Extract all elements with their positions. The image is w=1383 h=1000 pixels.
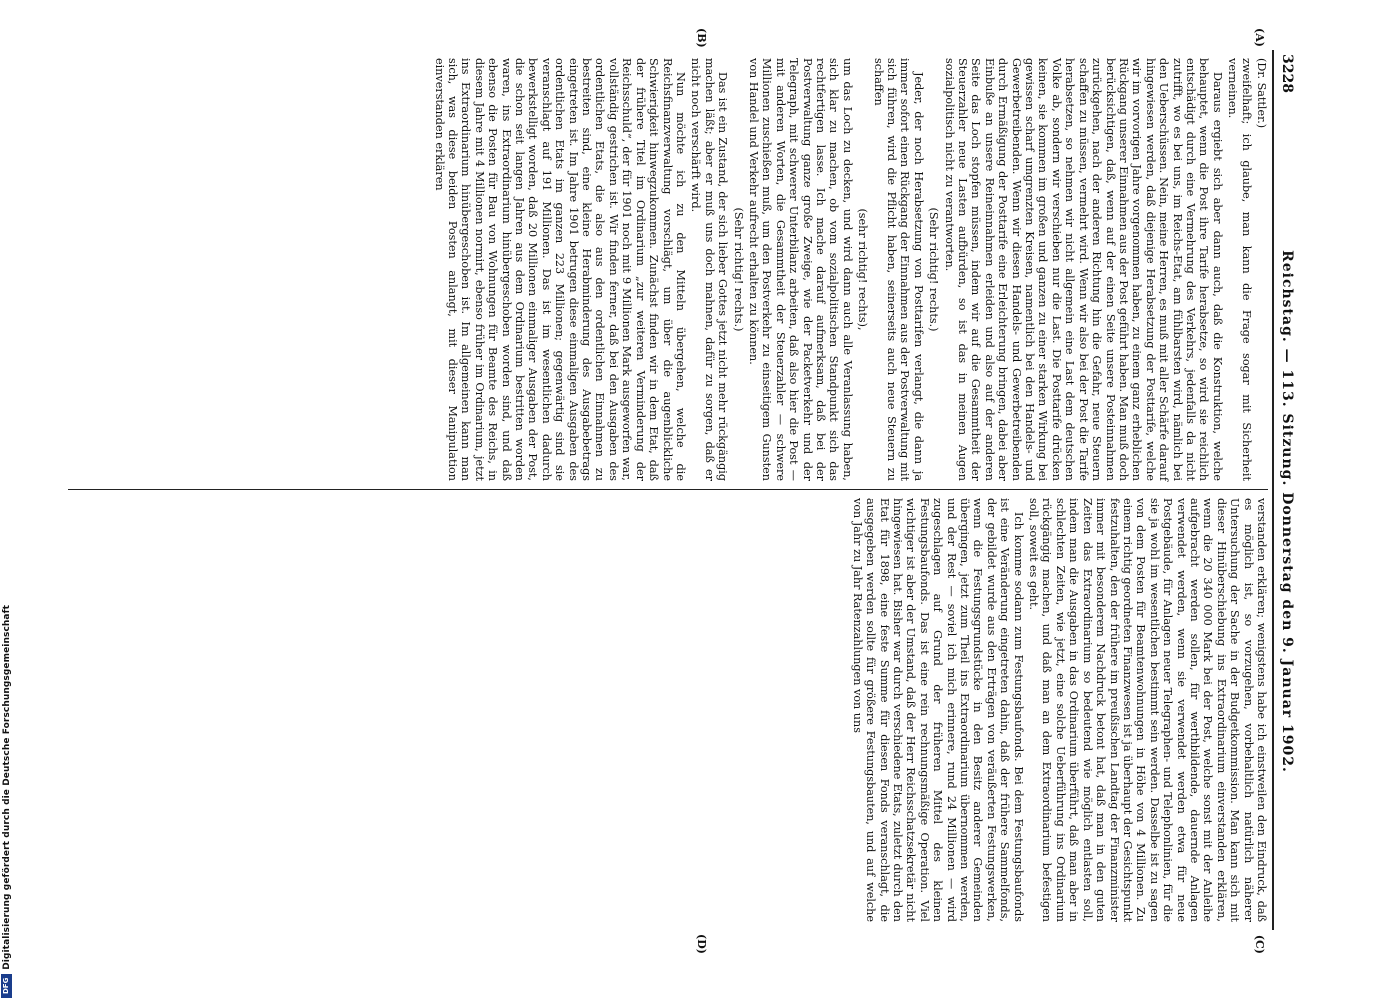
scanned-page [60, 28, 1300, 954]
margin-marker-b: (B) [695, 28, 708, 48]
attribution-text: Digitalisierung gefördert durch die Deutsche Forschungsgemeinschaft [2, 605, 12, 970]
page-number: 3228 [1279, 54, 1295, 93]
paragraph: Das ist ein Zustand, der sich lieber Gottes jetzt nicht mehr rückgängig machen läßt; aber er muß uns doch mahnen, dafür zu sorgen, daß er nicht noch verschärft wird. [689, 58, 730, 481]
interjection: (Sehr richtig! rechts.) [731, 207, 745, 332]
text-columns [68, 28, 1268, 954]
speaker-label: (Dr. Sattler.) [1255, 58, 1268, 129]
paragraph: Jeder, der noch Herabsetzung von Posttarifen verlangt, die dann ja immer sofort einen Rückgang der Einnahmen aus der Postverwaltung mit sich führen, wird die Pflicht haben, seinerseits auch neue Steuern zu schaffen [871, 58, 925, 481]
attribution-strip [0, 0, 14, 1000]
paragraph: verstanden erklären; wenigstens habe ich einstweilen den Eindruck, daß es möglich ist, so vorzugehen, vorbehaltlich natürlich näherer Untersuchung der Sache in der Budgetkommission. Man kann sich mit dieser Hinüberschiebung ins Extraordinarium einverstanden erklären, wenn die 20 340 000 Mark bei der Post, welche sonst mit der Anleihe aufgebracht werden sollen, für werthbildende, dauernde Anlagen verwendet werden, wenn sie verwendet werden etwa für neue Postgebäude, für Anlagen neuer Telegraphen- und Telephonlinien, für die sie ja wohl im wesentlichen bestimmt sein werden. Dasselbe ist zu sagen von dem Posten für Beamtenwohnungen in Höhe von 4 Millionen. Zu einem richtig geordneten Finanzwesen ist ja überhaupt der Gesichtspunkt festzuhalten, den der frühere im preußischen Landtag der Finanzminister immer mit besonderem Nachdruck betont hat, daß man in den guten Zeiten das Extraordinarium so bedeutend wie möglich entlasten soll, indem man die Ausgaben in das Ordinarium überführt, daß man aber in schlechten Zeiten, wie jetzt, eine solche Ueberführung ins Ordinarium rückgängig machen, und daß man an dem Extraordinarium befestigen soll, soweit es geht. [1027, 498, 1268, 922]
paragraph: Ich komme sodann zum Festungsbaufonds. Bei dem Festungsbaufonds ist eine Veränderung eingetreten dahin, daß der frühere Sammelfonds, der gebildet wurde aus den Erträgen von veräußerten Festungswerken, wenn die Festungsgrundstücke in den Besitz anderer Gemeinden übergingen, jetzt zum Theil ins Extraordinarium übernommen werden, und der Rest — soviel ich mich erinnere, rund 24 Millionen — wird zugeschlagen auf Grund der früheren Mittel des kleinen Festungsbaufonds. Das ist eine rein rechnungsmäßige Operation. Viel wichtiger ist aber der Umstand, daß der Herr Reichsschatzsekretär nicht hingewiesen hat. Bisher war durch verschiedene Etats, zuletzt durch den Etat für 1898, eine feste Summe für diesen Fonds veranschlagt, die ausgegeben werden sollte für größere Festungsbauten, und auf welche von Jahr zu Jahr Ratenzahlungen von uns [850, 498, 1025, 922]
paragraph: zweifelhaft; ich glaube, man kann die Frage sogar mit Sicherheit verneinen. [1226, 58, 1253, 481]
paragraph: Daraus ergiebt sich aber dann auch, daß die Konstruktion, welche behauptet, wenn die Post ihre Tarife herabsetze, so wird sie reichlich entschädigt durch eine Vermehrung des Verkehrs, jedenfalls da nicht zutrifft, wo es bei uns, im Reichs-Etat, am fühlbarsten wird, nämlich bei den Ueberschüssen. Nein, meine Herren, es muß mit aller Schärfe darauf hingewiesen werden, daß diejenige Herabsetzung der Posttarife, welche wir im vorvorigen Jahre vorgenommen haben, zu einem ganz erheblichen Rückgang unserer Einnahmen aus der Post geführt haben. Man muß doch berücksichtigen, daß, wenn auf der einen Seite unsere Posteinnahmen zurückgehen, nach der anderen Richtung hin die Gefahr, neue Steuern schaffen zu müssen, vermehrt wird. Wenn wir also bei der Post die Tarife herabsetzen, so nehmen wir nicht allgemein eine Last dem deutschen Volke ab, sondern wir verschieben nur die Last. Die Posttarife drücken keinen, sie kommen im großen und ganzen zu einer starken Wirkung bei gewissen scharf umgrenzten Kreisen, namentlich bei den Handels- und Gewerbetreibenden. Wenn wir diesen Handels- und Gewerbetreibenden durch Ermäßigung der Posttarife eine Erleichterung bringen, dabei aber Einbuße an unsere Reineinnahmen erleiden und also auf der anderen Seite das Loch stopfen müssen, indem wir auf die Gesammtheit der Steuerzahler neue Lasten aufbürden, so ist das in meinen Augen sozialpolitisch nicht zu verantworten. [942, 58, 1224, 481]
interjection: (Sehr richtig! rechts.) [927, 207, 941, 332]
left-column [68, 28, 1268, 490]
dfg-logo: DFG [1, 974, 12, 998]
page-content [60, 28, 1300, 954]
margin-marker-d: (D) [695, 934, 708, 954]
page-title: Reichstag. — 113. Sitzung. Donnerstag den 9. Januar 1902. [1279, 250, 1295, 773]
right-column [68, 490, 1268, 954]
paragraph: Nun möchte ich zu den Mitteln übergehen, welche die Reichsfinanzverwaltung vorschlägt, um über die augenblickliche Schwierigkeit hinwegzukommen. Zunächst finden wir in dem Etat, daß der frühere Titel im Ordinarium „zur weiteren Verminderung der Reichsschuld“, der für 1901 noch mit 9 Millionen Mark ausgeworfen war, vollständig gestrichen ist. Wir finden ferner, daß bei den Ausgaben des ordentlichen Etats, die also aus den ordentlichen Einnahmen zu bestreiten sind, eine kleine Herabminderung des Ausgabebetrags eingetreten ist. Im Jahre 1901 betrugen diese einmaligen Ausgaben des ordentlichen Etats im ganzen 223 Millionen; gegenwärtig sind sie veranschlagt auf 191 Millionen. Das ist im wesentlichen dadurch bewerkstelligt worden, daß 20 Millionen einmaliger Ausgaben der Post, die schon seit langen Jahren aus dem Ordinarium bestritten worden waren, ins Extraordinarium hinübergeschoben worden sind, und daß ebenso die Posten für Bau von Wohnungen für Beamte des Reichs, in diesem Jahre mit 4 Millionen normirt, ebenso früher im Ordinarium, jetzt ins Extraordinarium hinübergeschoben ist. Im allgemeinen kann man sich, was diese beiden Posten anlangt, mit dieser Manipulation einverstanden erklären [432, 58, 687, 481]
margin-marker-c: (C) [1253, 934, 1266, 954]
interjection: (sehr richtig! rechts), [856, 208, 870, 331]
margin-marker-a: (A) [1253, 28, 1266, 47]
paragraph: um das Loch zu decken, und wird dann auch alle Veranlassung haben, sich klar zu machen, ob vom sozialpolitischen Standpunkt sich das rechtfertigen lasse. Ich mache darauf aufmerksam, daß bei der Postverwaltung ganze große Zweige, wie der Packetverkehr und der Telegraph, mit schwerer Unterbilanz arbeiten, daß also hier die Post — mit anderen Worten, die Gesammtheit der Steuerzahler — schwere Millionen zuschießen muß, um den Postverkehr zu einseitigem Gunsten von Handel und Verkehr aufrecht erhalten zu können. [746, 58, 854, 481]
page-header [1272, 50, 1300, 930]
